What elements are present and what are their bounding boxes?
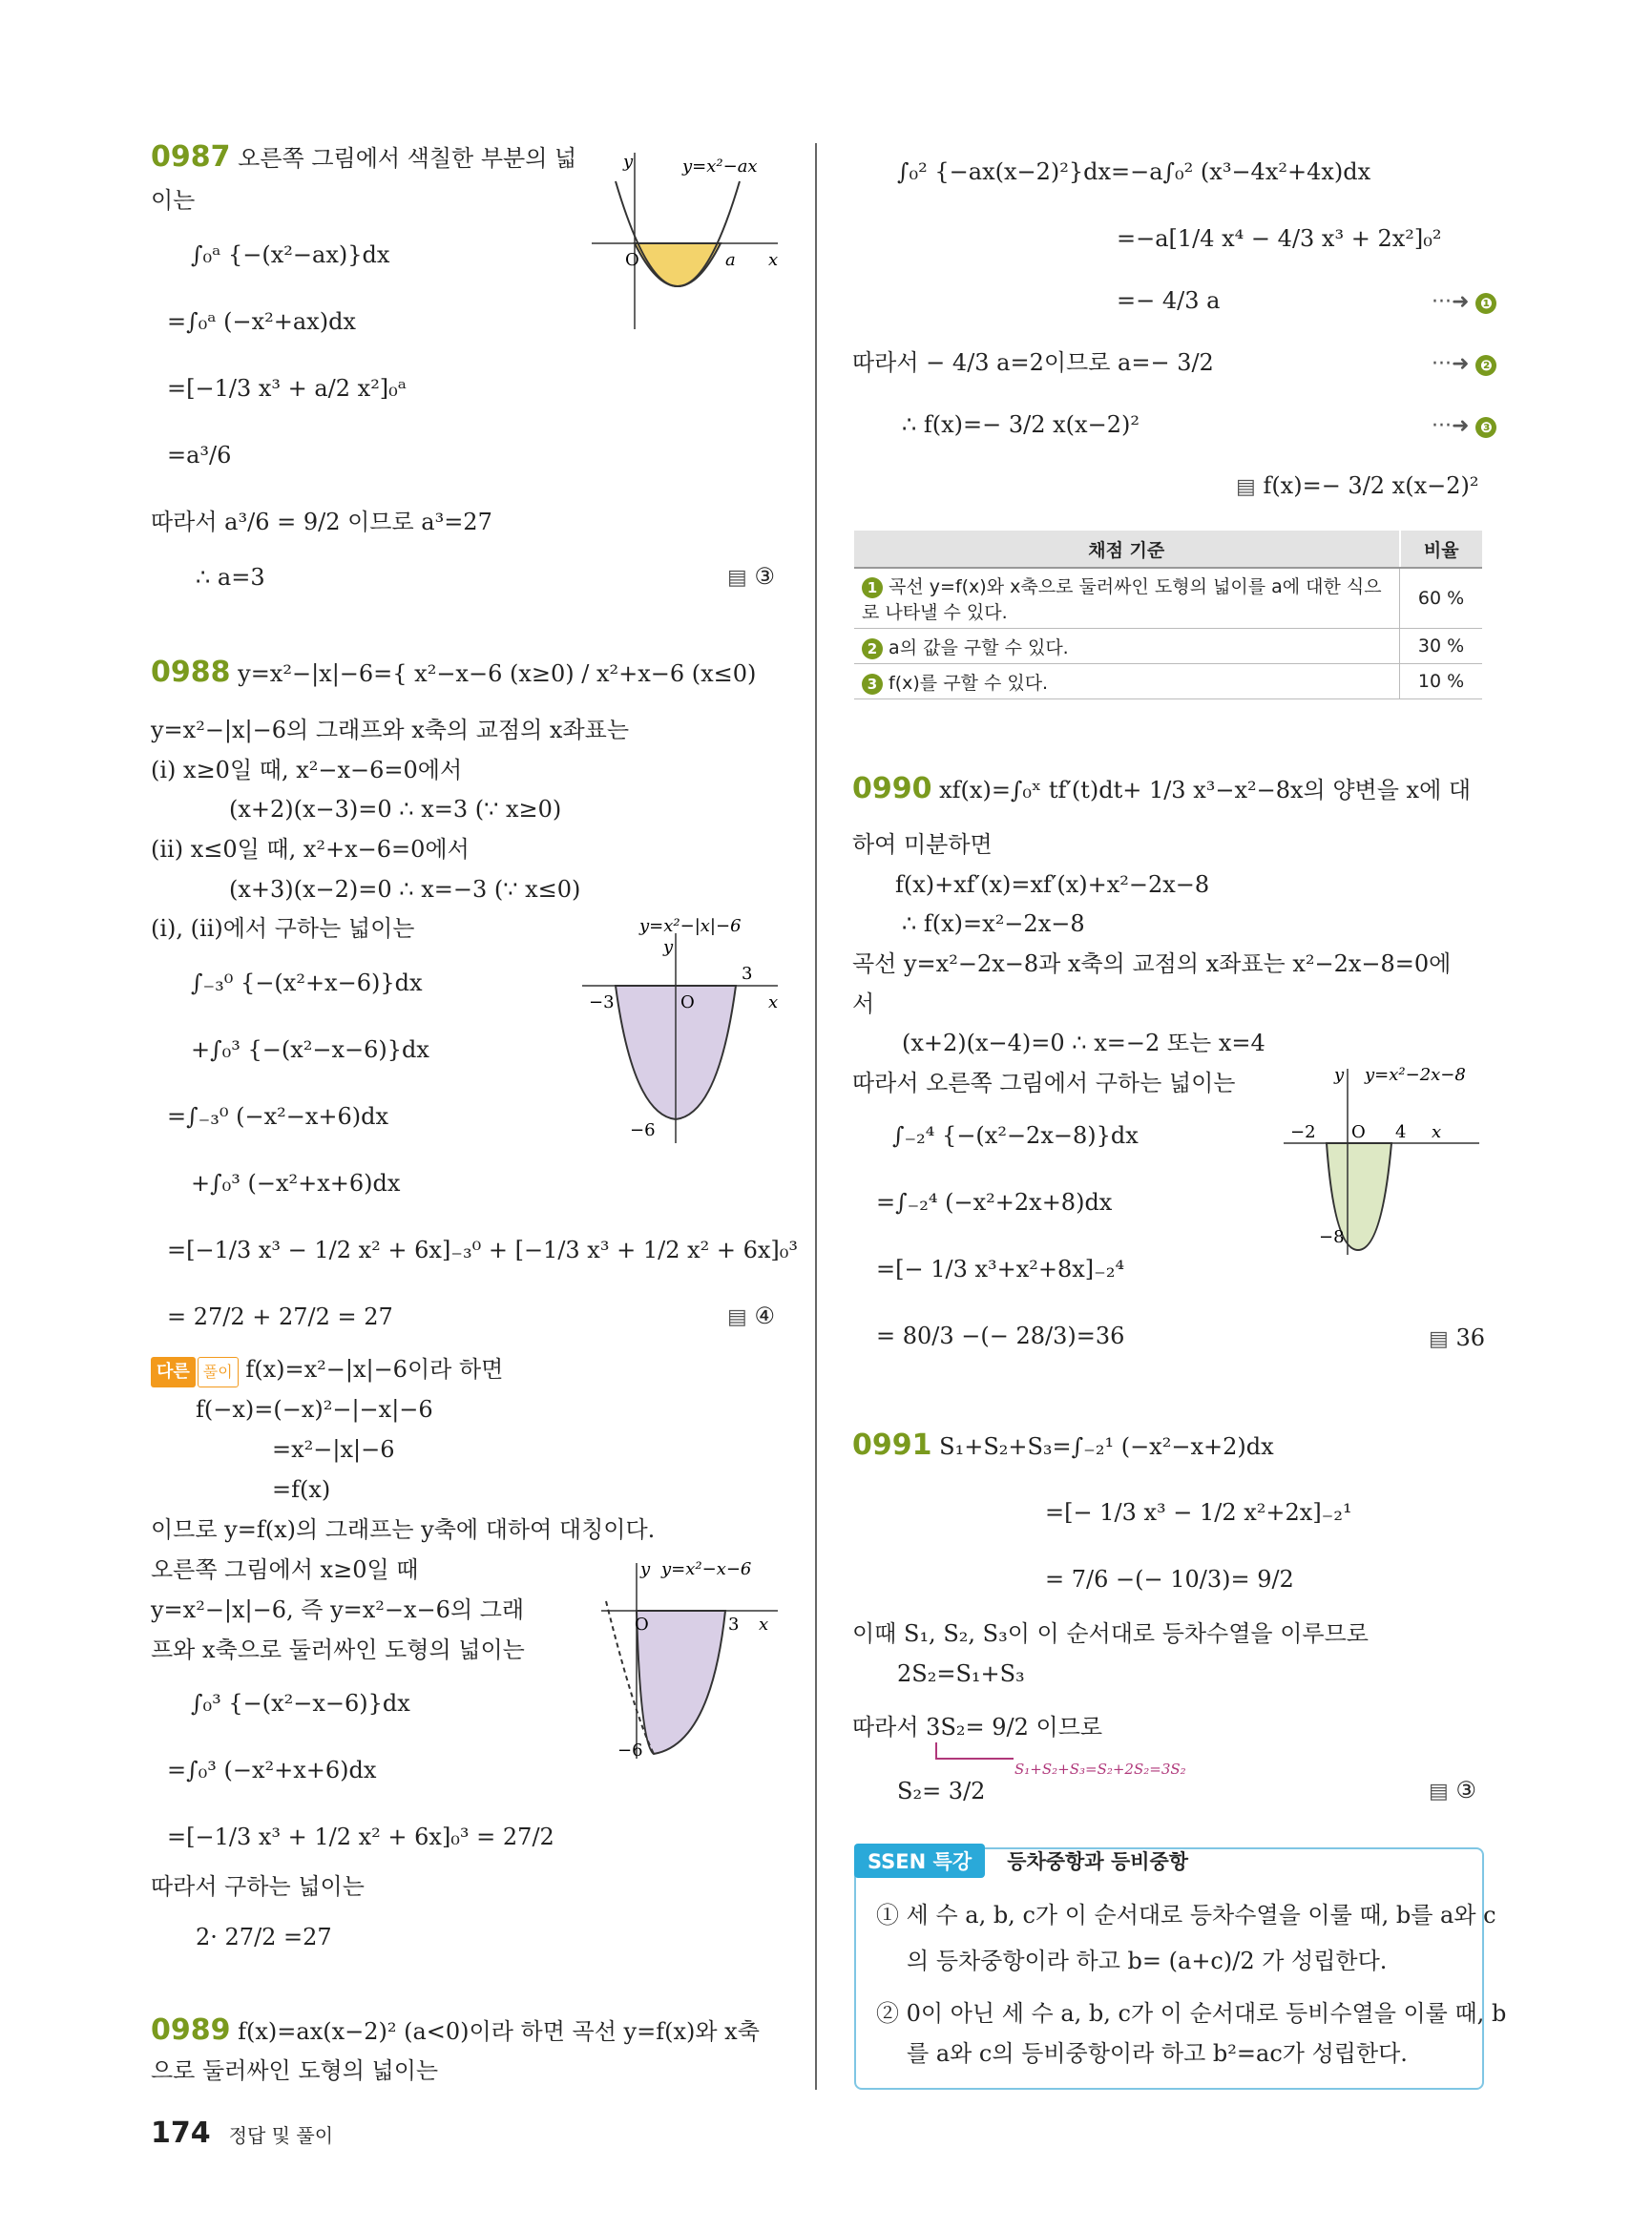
page-number: 174 <box>151 2116 211 2150</box>
svg-text:y: y <box>623 152 634 172</box>
svg-text:x: x <box>759 1615 769 1635</box>
math-line: =x²−|x|−6 <box>272 1436 395 1463</box>
svg-text:y: y <box>640 1559 651 1579</box>
svg-text:y=x²−x−6: y=x²−x−6 <box>661 1559 752 1579</box>
footer-title: 정답 및 풀이 <box>228 2124 334 2147</box>
problem-number: 0989 <box>151 2013 231 2047</box>
math-line: (x+2)(x−3)=0 ∴ x=3 (∵ x≥0) <box>229 796 562 823</box>
answer: ▤ 36 <box>1429 1324 1485 1351</box>
graph-0988-b <box>596 1553 787 1763</box>
math-line: y=x²−|x|−6={ x²−x−6 (x≥0) / x²+x−6 (x≤0) <box>238 660 757 687</box>
math-line: =f(x) <box>272 1476 331 1503</box>
answer: ▤ f(x)=− 3/2 x(x−2)² <box>1236 472 1479 499</box>
svg-text:−6: −6 <box>617 1741 643 1761</box>
text-line: (i) x≥0일 때, x²−x−6=0에서 <box>151 757 463 783</box>
math-line: = 27/2 + 27/2 = 27 <box>167 1303 393 1330</box>
answer-icon: ▤ <box>727 1305 747 1329</box>
text-line: 이때 S₁, S₂, S₃이 이 순서대로 등차수열을 이루므로 <box>852 1620 1369 1647</box>
svg-text:−3: −3 <box>589 992 615 1012</box>
math-line: f(−x)=(−x)²−|−x|−6 <box>196 1396 433 1423</box>
table-row: 1 곡선 y=f(x)와 x축으로 둘러싸인 도형의 넓이를 a에 대한 식으로 나타낼 수 있다. 60 % <box>854 568 1482 629</box>
svg-text:O: O <box>635 1615 649 1635</box>
math-line: S₁+S₂+S₃=∫₋₂¹ (−x²−x+2)dx <box>939 1433 1274 1460</box>
math-line: =[− 1/3 x³ − 1/2 x²+2x]₋₂¹ <box>1045 1499 1352 1526</box>
svg-text:a: a <box>725 250 736 270</box>
table-header: 채점 기준 <box>854 531 1400 568</box>
svg-text:y: y <box>663 937 674 957</box>
text-line: ① 세 수 a, b, c가 이 순서대로 등차수열을 이룰 때, b를 a와 c <box>876 1902 1496 1929</box>
math-line: ∴ a=3 <box>196 564 265 591</box>
ssen-header <box>854 1844 1188 1878</box>
score-mark-1: ···➜ ❶ <box>1432 286 1496 317</box>
score-mark-3: ···➜ ❸ <box>1432 410 1496 441</box>
math-line: (x+3)(x−2)=0 ∴ x=−3 (∵ x≤0) <box>229 876 581 903</box>
alt-tag: 다른 <box>151 1357 196 1387</box>
svg-text:y=x²−2x−8: y=x²−2x−8 <box>1365 1065 1466 1085</box>
graph-0988-a <box>577 914 787 1153</box>
ssen-title: 등차중항과 등비중항 <box>1007 1850 1189 1873</box>
math-line: xf(x)=∫₀ˣ tf′(t)dt+ 1/3 x³−x²−8x의 양변을 x에 대 <box>939 777 1472 803</box>
text-line: 이는 <box>151 187 196 214</box>
svg-text:x: x <box>1432 1122 1442 1142</box>
svg-text:−8: −8 <box>1319 1227 1345 1247</box>
annotation-note: S₁+S₂+S₃=S₂+2S₂=3S₂ <box>1014 1761 1186 1778</box>
math-line: ∴ f(x)=x²−2x−8 <box>902 910 1085 937</box>
math-line: 따라서 3S₂= 9/2 이므로 <box>852 1714 1103 1741</box>
math-line: 따라서 − 4/3 a=2이므로 a=− 3/2 <box>852 349 1214 376</box>
answer-icon: ▤ <box>1236 475 1256 499</box>
text-line: 프와 x축으로 둘러싸인 도형의 넓이는 <box>151 1637 525 1663</box>
math-line: =a³/6 <box>167 442 232 469</box>
math-line: 2S₂=S₁+S₃ <box>897 1660 1025 1687</box>
ssen-badge: SSEN 특강 <box>854 1844 985 1878</box>
math-line: =[−1/3 x³ − 1/2 x² + 6x]₋₃⁰ + [−1/3 x³ + 1/2 x² + 6x]₀³ <box>167 1237 799 1263</box>
svg-text:y=x²−ax: y=x²−ax <box>682 156 758 177</box>
problem-0990-heading <box>852 772 1472 805</box>
svg-text:x: x <box>768 992 779 1012</box>
problem-0987-heading <box>151 140 577 174</box>
svg-text:O: O <box>680 992 695 1012</box>
text-line: 오른쪽 그림에서 x≥0일 때 <box>151 1556 419 1583</box>
svg-text:x: x <box>768 250 779 270</box>
text-line: (i), (ii)에서 구하는 넓이는 <box>151 915 415 942</box>
math-line: +∫₀³ {−(x²−x−6)}dx <box>191 1036 429 1063</box>
math-line: =[−1/3 x³ + a/2 x²]₀ᵃ <box>167 375 408 402</box>
answer: ▤ ④ <box>727 1303 775 1329</box>
alt-tag2: 풀이 <box>198 1357 239 1387</box>
graph-0990 <box>1279 1059 1489 1260</box>
svg-text:−2: −2 <box>1290 1122 1316 1142</box>
answer-icon: ▤ <box>1429 1780 1449 1804</box>
math-line: ∫₋₃⁰ {−(x²+x−6)}dx <box>191 970 423 996</box>
math-line: ∫₀² {−ax(x−2)²}dx=−a∫₀² (x³−4x²+4x)dx <box>897 158 1371 185</box>
score-mark-2: ···➜ ❷ <box>1432 348 1496 379</box>
math-line: =∫₋₂⁴ (−x²+2x+8)dx <box>876 1189 1113 1216</box>
math-line: ∫₋₂⁴ {−(x²−2x−8)}dx <box>892 1122 1139 1149</box>
math-line: 2· 27/2 =27 <box>196 1924 332 1950</box>
problem-number: 0990 <box>852 772 932 805</box>
column-divider <box>815 143 817 2090</box>
math-line: =∫₀ᵃ (−x²+ax)dx <box>167 308 356 335</box>
answer: ▤ ③ <box>1429 1777 1476 1804</box>
text-line: y=x²−|x|−6, 즉 y=x²−x−6의 그래 <box>151 1596 525 1623</box>
math-line: =− 4/3 a <box>1117 287 1221 314</box>
math-line: f(x)=x²−|x|−6이라 하면 <box>245 1356 504 1383</box>
svg-text:O: O <box>1351 1122 1366 1142</box>
math-line: 따라서 a³/6 = 9/2 이므로 a³=27 <box>151 509 492 535</box>
problem-number: 0988 <box>151 656 231 689</box>
math-line: =∫₀³ (−x²+x+6)dx <box>167 1757 377 1783</box>
text-line: 으로 둘러싸인 도형의 넓이는 <box>151 2057 439 2084</box>
table-row: 2 a의 값을 구할 수 있다. 30 % <box>854 629 1482 664</box>
table-header: 비율 <box>1400 531 1483 568</box>
math-line: f(x)+xf′(x)=xf′(x)+x²−2x−8 <box>895 871 1210 898</box>
math-line: ∫₀ᵃ {−(x²−ax)}dx <box>191 241 390 268</box>
answer: ▤ ③ <box>727 563 775 590</box>
scoring-table <box>854 531 1482 699</box>
problem-0991-heading <box>852 1428 1274 1462</box>
text-line: (ii) x≤0일 때, x²+x−6=0에서 <box>151 836 470 863</box>
math-line: (x+2)(x−4)=0 ∴ x=−2 또는 x=4 <box>902 1030 1265 1056</box>
text-line: 따라서 오른쪽 그림에서 구하는 넓이는 <box>852 1070 1236 1096</box>
problem-0988-heading <box>151 658 756 688</box>
math-line: = 7/6 −(− 10/3)= 9/2 <box>1045 1566 1294 1593</box>
math-line: S₂= 3/2 <box>897 1778 986 1804</box>
svg-text:3: 3 <box>742 964 753 984</box>
math-line: f(x)=ax(x−2)² (a<0)이라 하면 곡선 y=f(x)와 x축 <box>238 2018 760 2045</box>
text-line: y=x²−|x|−6의 그래프와 x축의 교점의 x좌표는 <box>151 717 629 743</box>
annotation-connector <box>935 1742 1014 1760</box>
problem-0989-heading <box>151 2013 760 2047</box>
math-line: ∴ f(x)=− 3/2 x(x−2)² <box>902 411 1140 438</box>
text-line: 곡선 y=x²−2x−8과 x축의 교점의 x좌표는 x²−2x−8=0에 <box>852 950 1452 977</box>
graph-0987 <box>587 143 787 334</box>
math-line: =−a[1/4 x⁴ − 4/3 x³ + 2x²]₀² <box>1117 225 1442 252</box>
svg-text:4: 4 <box>1395 1122 1407 1142</box>
footer <box>151 2116 333 2150</box>
text-line: 서 <box>852 990 875 1017</box>
text-line: ② 0이 아닌 세 수 a, b, c가 이 순서대로 등비수열을 이룰 때, b <box>876 2000 1507 2027</box>
problem-number: 0987 <box>151 140 231 174</box>
math-line: +∫₀³ (−x²+x+6)dx <box>191 1170 401 1197</box>
svg-text:y: y <box>1334 1065 1345 1085</box>
text-line: 이므로 y=f(x)의 그래프는 y축에 대하여 대칭이다. <box>151 1516 656 1543</box>
math-line: =[− 1/3 x³+x²+8x]₋₂⁴ <box>876 1256 1125 1282</box>
answer-icon: ▤ <box>1429 1327 1449 1351</box>
math-line: = 80/3 −(− 28/3)=36 <box>876 1323 1125 1349</box>
svg-text:y=x²−|x|−6: y=x²−|x|−6 <box>639 916 742 936</box>
text-line: 의 등차중항이라 하고 b= (a+c)/2 가 성립한다. <box>907 1948 1388 1974</box>
svg-text:3: 3 <box>728 1615 740 1635</box>
text-line: 오른쪽 그림에서 색칠한 부분의 넓 <box>238 145 577 172</box>
problem-number: 0991 <box>852 1428 932 1462</box>
text-line: 따라서 구하는 넓이는 <box>151 1873 365 1900</box>
text-line: 하여 미분하면 <box>852 831 993 858</box>
math-line: =∫₋₃⁰ (−x²−x+6)dx <box>167 1103 389 1130</box>
math-line: ∫₀³ {−(x²−x−6)}dx <box>191 1690 410 1717</box>
text-line: 를 a와 c의 등비중항이라 하고 b²=ac가 성립한다. <box>907 2040 1408 2067</box>
alt-solution-heading <box>151 1355 503 1387</box>
math-line: =[−1/3 x³ + 1/2 x² + 6x]₀³ = 27/2 <box>167 1824 554 1850</box>
svg-text:O: O <box>625 250 639 270</box>
svg-text:−6: −6 <box>630 1120 656 1140</box>
table-row: 3 f(x)를 구할 수 있다. 10 % <box>854 664 1482 699</box>
answer-icon: ▤ <box>727 566 747 590</box>
